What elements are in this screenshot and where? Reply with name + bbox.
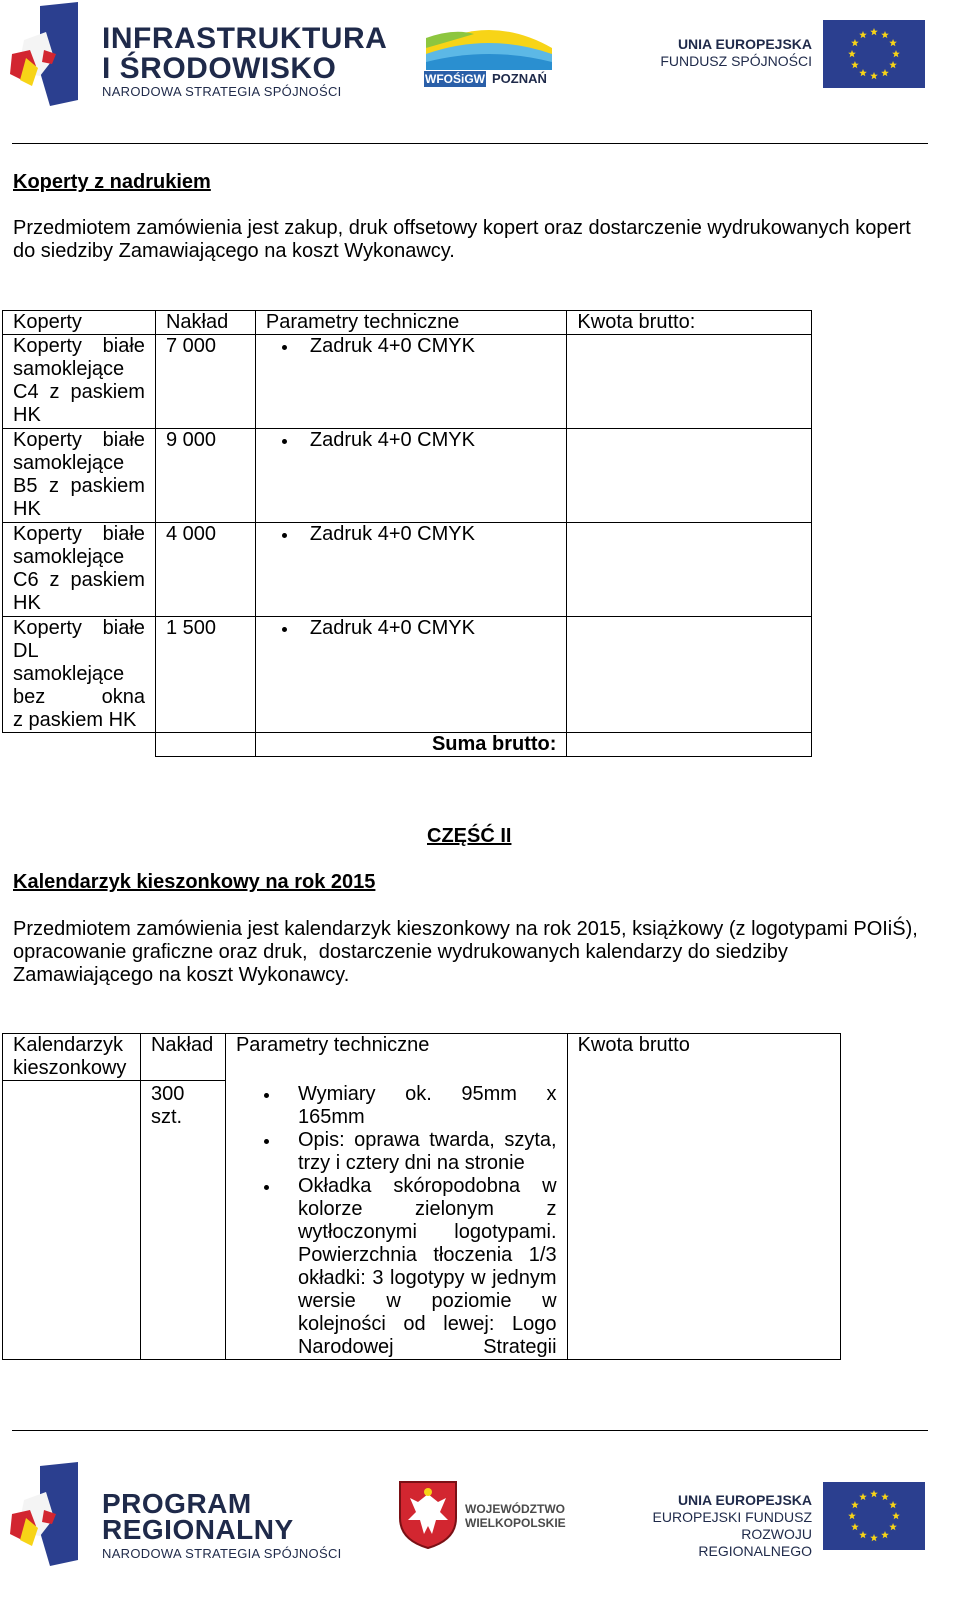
- sum-row: [3, 733, 812, 757]
- eu-star-icon: [851, 61, 859, 68]
- bullet-icon: [266, 523, 310, 546]
- price-cell[interactable]: [567, 523, 812, 617]
- logo-left-sub: NARODOWA STRATEGIA SPÓJNOŚCI: [102, 84, 342, 99]
- qty-cell: 1 500: [155, 617, 255, 733]
- eu-star-icon: [859, 69, 867, 76]
- eu-star-icon: [859, 31, 867, 38]
- name-line: Koperty białe: [13, 523, 145, 545]
- eu-star-icon: [870, 1534, 878, 1541]
- wfosigw-logo: [424, 18, 554, 88]
- eu-footer-line3: ROZWOJU REGIONALNEGO: [698, 1526, 812, 1559]
- header-cell: Nakład: [155, 311, 255, 335]
- footer-left-line1: PROGRAM: [102, 1488, 252, 1519]
- eu-star-icon: [881, 31, 889, 38]
- empty-cell: [3, 733, 156, 757]
- envelope-name-cell: [3, 335, 156, 429]
- eu-star-icon: [859, 1493, 867, 1500]
- eu-star-icon: [889, 1523, 897, 1530]
- name-line: samoklejące: [13, 663, 125, 685]
- eu-star-icon: [870, 28, 878, 35]
- envelopes-table: [2, 310, 812, 757]
- param-cell: [255, 335, 567, 429]
- envelope-name-cell: [3, 429, 156, 523]
- table-header-row: [3, 311, 812, 335]
- footer-left-sub: NARODOWA STRATEGIA SPÓJNOŚCI: [102, 1546, 342, 1561]
- wfosigw-arc-icon: [424, 18, 554, 70]
- section1-title: Koperty z nadrukiem: [13, 171, 211, 193]
- poznan-label: POZNAŃ: [492, 71, 547, 86]
- sum-label-cell: Suma brutto:: [255, 733, 567, 757]
- name-line: samoklejące: [13, 358, 125, 380]
- eu-star-icon: [848, 1512, 856, 1519]
- table-row: [3, 617, 812, 733]
- name-line: Koperty białe: [13, 429, 145, 451]
- header-cell: Koperty: [3, 311, 156, 335]
- empty-cell: [155, 733, 255, 757]
- table-row: [3, 1081, 841, 1360]
- eu-star-icon: [881, 69, 889, 76]
- sum-value-cell[interactable]: [567, 733, 812, 757]
- name-line: HK: [13, 404, 41, 426]
- description-line: Przedmiotem zamówienia jest kalendarzyk kieszonkowy na rok 2015, książkowy (z logotypami POIiŚ),: [13, 918, 918, 940]
- eu-flag-icon: [823, 20, 925, 88]
- envelope-name-cell: [3, 617, 156, 733]
- eu-star-icon: [889, 39, 897, 46]
- nss-star-emblem-icon: [10, 1462, 80, 1566]
- eu-star-icon: [851, 1501, 859, 1508]
- header-cell: Kwota brutto:: [567, 311, 812, 335]
- eu-star-icon: [892, 50, 900, 57]
- param-text: Zadruk 4+0 CMYK: [309, 335, 475, 357]
- name-line: Koperty białe: [13, 335, 145, 357]
- eu-star-icon: [889, 1501, 897, 1508]
- bullet-icon: [266, 335, 310, 358]
- eu-star-icon: [889, 61, 897, 68]
- footer-left-line2: REGIONALNY: [102, 1514, 294, 1545]
- footer-divider: [12, 1430, 928, 1431]
- wojewodztwo-line2: WIELKOPOLSKIE: [465, 1516, 566, 1530]
- eu-star-icon: [892, 1512, 900, 1519]
- header-cell: Parametry techniczne: [255, 311, 567, 335]
- header-cell: Kwota brutto: [567, 1034, 840, 1081]
- part2-title: Kalendarzyk kieszonkowy na rok 2015: [13, 871, 376, 893]
- logo-left-line2: I ŚRODOWISKO: [102, 52, 337, 85]
- header-cell: Nakład: [140, 1034, 225, 1081]
- param-cell: [255, 429, 567, 523]
- eu-footer-line2: EUROPEJSKI FUNDUSZ: [652, 1509, 812, 1525]
- name-line: z paskiem HK: [13, 709, 137, 731]
- calendar-table: [2, 1033, 841, 1360]
- qty-cell: 300 szt.: [140, 1081, 225, 1360]
- eu-star-icon: [870, 1490, 878, 1497]
- qty-cell: 7 000: [155, 335, 255, 429]
- footer-logos: [0, 1460, 960, 1610]
- bullet-icon: [266, 617, 310, 640]
- eu-header-line2: FUNDUSZ SPÓJNOŚCI: [660, 53, 812, 69]
- infrastruktura-logo: [10, 2, 388, 106]
- eu-header-line1: UNIA EUROPEJSKA: [677, 36, 812, 52]
- wfosigw-label: WFOŚiGW: [425, 72, 485, 86]
- eu-text-footer: [625, 1492, 812, 1560]
- name-line: DL: [13, 640, 39, 662]
- envelope-name-cell: [3, 523, 156, 617]
- eu-footer-line1: UNIA EUROPEJSKA: [677, 1492, 812, 1508]
- price-cell[interactable]: [567, 1081, 840, 1360]
- header-logos: [0, 0, 960, 110]
- eu-star-icon: [859, 1531, 867, 1538]
- param-item: Opis: oprawa twarda, szyta, trzy i cztery dni na stronie: [226, 1129, 557, 1175]
- price-cell[interactable]: [567, 335, 812, 429]
- param-item: Okładka skóropodobna w kolorze zielonym z wytłoczonymi logotypami. Powierzchnia tłoczenia 1/3 okładki: 3 logotypy w jednym wersie w poziomie w kolejności od lewej: Logo Narodowej Strategii: [226, 1175, 557, 1359]
- name-line: C6 z paskiem: [13, 569, 145, 591]
- wojewodztwo-text: [465, 1502, 566, 1530]
- description-line: opracowanie graficzne oraz druk, dostarczenie wydrukowanych kalendarzy do siedziby: [13, 941, 788, 963]
- price-cell[interactable]: [567, 617, 812, 733]
- qty-cell: 9 000: [155, 429, 255, 523]
- table-row: [3, 523, 812, 617]
- table-header-row: [3, 1034, 841, 1081]
- param-text: Zadruk 4+0 CMYK: [309, 429, 475, 451]
- header-divider: [12, 143, 928, 144]
- eu-star-icon: [881, 1531, 889, 1538]
- section1-description: Przedmiotem zamówienia jest zakup, druk offsetowy kopert oraz dostarczenie wydrukowanych kopert do siedziby Zamawiającego na koszt Wykonawcy.: [13, 217, 911, 262]
- param-cell: [255, 617, 567, 733]
- eu-star-icon: [848, 50, 856, 57]
- part2-description: [13, 918, 943, 987]
- header-cell: Kalendarzyk kieszonkowy: [3, 1034, 141, 1081]
- qty-cell: 4 000: [155, 523, 255, 617]
- name-line: B5 z paskiem: [13, 475, 145, 497]
- eu-star-icon: [881, 1493, 889, 1500]
- name-line: bez okna: [13, 686, 145, 708]
- wojewodztwo-line1: WOJEWÓDZTWO: [465, 1502, 565, 1516]
- eu-star-icon: [851, 1523, 859, 1530]
- part2-heading: CZĘŚĆ II: [427, 825, 512, 847]
- eu-text-header: [660, 36, 812, 70]
- price-cell[interactable]: [567, 429, 812, 523]
- eu-star-icon: [870, 72, 878, 79]
- param-item: Wymiary ok. 95mm x 165mm: [226, 1083, 557, 1129]
- name-line: samoklejące: [13, 452, 125, 474]
- logo-left-line1: INFRASTRUKTURA: [102, 22, 388, 55]
- name-line: Koperty białe: [13, 617, 145, 639]
- wielkopolska-coat-of-arms-icon: [398, 1480, 458, 1550]
- table-row: [3, 429, 812, 523]
- name-line: HK: [13, 498, 41, 520]
- description-line: Zamawiającego na koszt Wykonawcy.: [13, 964, 350, 986]
- empty-cell: [3, 1081, 141, 1360]
- param-cell: [225, 1081, 567, 1360]
- eu-flag-icon: [823, 1482, 925, 1550]
- param-cell: [255, 523, 567, 617]
- param-text: Zadruk 4+0 CMYK: [309, 617, 475, 639]
- nss-star-emblem-icon: [10, 2, 80, 106]
- table-row: [3, 335, 812, 429]
- param-list: [226, 1083, 557, 1359]
- name-line: C4 z paskiem: [13, 381, 145, 403]
- param-text: Zadruk 4+0 CMYK: [309, 523, 475, 545]
- header-cell: Parametry techniczne: [225, 1034, 567, 1081]
- program-regionalny-logo: [10, 1462, 350, 1566]
- eu-star-icon: [851, 39, 859, 46]
- name-line: samoklejące: [13, 546, 125, 568]
- name-line: HK: [13, 592, 41, 614]
- bullet-icon: [266, 429, 310, 452]
